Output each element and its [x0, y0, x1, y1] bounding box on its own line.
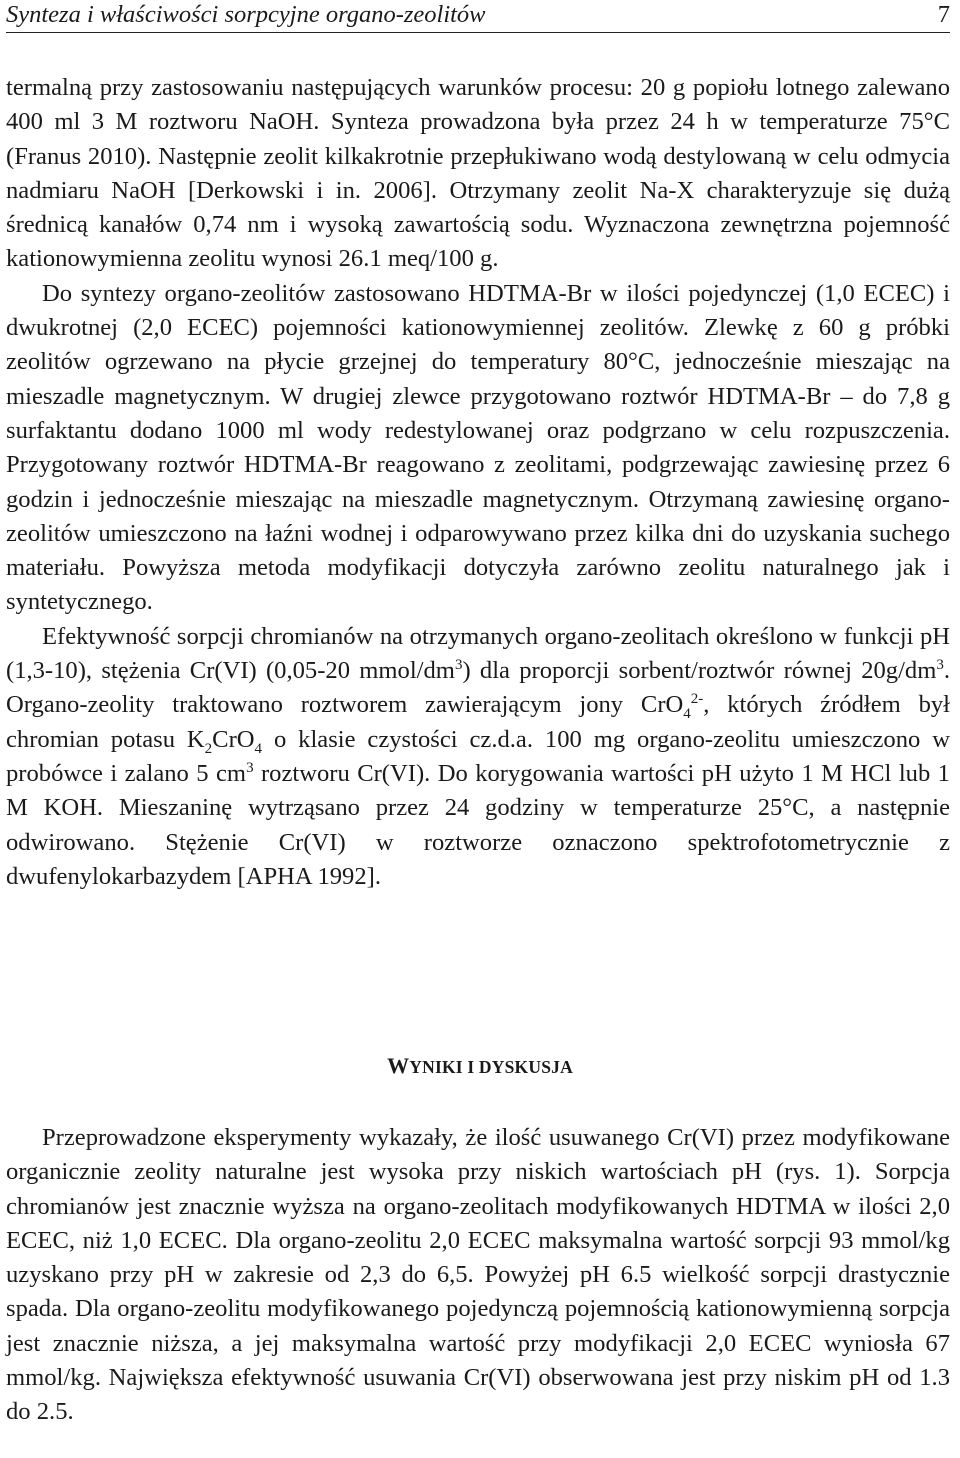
- paragraph-modification: [6, 277, 950, 620]
- superscript: 2-: [690, 691, 704, 708]
- paragraph-sorption-method: [6, 620, 950, 894]
- page-number: 7: [937, 1, 950, 28]
- text-run: . Organo-zeolity traktowano roztworem zawierającym jony CrO: [6, 657, 950, 719]
- text-run: , których źródłem był chromian potasu K: [6, 691, 950, 753]
- methods-text: [6, 71, 950, 894]
- superscript: 3: [936, 656, 944, 673]
- paragraph-synthesis: [6, 71, 950, 277]
- subscript: 4: [254, 740, 263, 757]
- text-run: roztworu Cr(VI). Do korygowania wartości pH użyto 1 M HCl lub 1 M KOH. Mieszaninę wytrząsano przez 24 godziny w temperaturze 25°C, a następnie odwirowano. Stężenie Cr(VI) w roztworze oznaczono spektrofotometrycznie z dwufenylokarbazydem [APHA 1992].: [6, 759, 950, 890]
- paragraph-text: Przeprowadzone eksperymenty wykazały, że ilość usuwanego Cr(VI) przez modyfikowane organicznie zeolity naturalne jest wysoka przy niskich wartościach pH (rys. 1). Sorpcja chromianów jest znacznie wyższa na organo-zeolitach modyfikowanych HDTMA w ilości 2,0 ECEC, niż 1,0 ECEC. Dla organo-zeolitu 2,0 ECEC maksymalna wartość sorpcji 93 mmol/kg uzyskano przy pH w zakresie od 2,3 do 6,5. Powyżej pH 6.5 wielkość sorpcji drastycznie spada. Dla organo-zeolitu modyfikowanego pojedynczą pojemnością kationowymienną sorpcja jest znacznie niższa, a jej maksymalna wartość przy modyfikacji 2,0 ECEC wyniosła 67 mmol/kg. Największa efektywność usuwania Cr(VI) obserwowana jest przy niskim pH od 1.3 do 2.5.: [6, 1124, 950, 1426]
- superscript: 3: [454, 656, 463, 673]
- text-run: o klasie czystości cz.d.a. 100 mg organo-zeolitu umieszczono w probówce i zalano 5 cm: [6, 725, 950, 787]
- paragraph-text: termalną przy zastosowaniu następujących warunków procesu: 20 g popiołu lotnego zalewano 400 ml 3 M roztworu NaOH. Synteza prowadzona była przez 24 h w temperaturze 75°C (Franus 2010). Następnie zeolit kilkakrotnie przepłukiwano wodą destylowaną w celu odmycia nadmiaru NaOH [Derkowski i in. 2006]. Otrzymany zeolit Na-X charakteryzuje się dużą średnicą kanałów 0,74 nm i wysoką zawartością sodu. Wyznaczona zewnętrzna pojemność kationowymienna zeolitu wynosi 26.1 meq/100 g.: [6, 74, 950, 273]
- text-run: Efektywność sorpcji chromianów na otrzymanych organo-zeolitach określono w funkcji pH (1,3-10), stężenia Cr(VI) (0,05-20 mmol/dm: [6, 622, 950, 685]
- subscript: 4: [683, 706, 691, 723]
- paragraph-results: [6, 1121, 950, 1430]
- section-heading: [0, 1053, 960, 1079]
- page-header: [6, 0, 950, 33]
- heading-initial: W: [387, 1053, 410, 1078]
- paragraph-text: Do syntezy organo-zeolitów zastosowano HDTMA-Br w ilości pojedynczej (1,0 ECEC) i dwukrotnej (2,0 ECEC) pojemności kationowymiennej zeolitów. Zlewkę z 60 g próbki zeolitów ogrzewano na płycie grzejnej do temperatury 80°C, jednocześnie mieszając na mieszadle magnetycznym. W drugiej zlewce przygotowano roztwór HDTMA-Br – do 7,8 g surfaktantu dodano 1000 ml wody redestylowanej oraz podgrzano w celu rozpuszczenia. Przygotowany roztwór HDTMA-Br reagowano z zeolitami, podgrzewając zawiesinę przez 6 godzin i jednocześnie mieszając na mieszadle magnetycznym. Otrzymaną zawiesinę organo-zeolitów umieszczono na łaźni wodnej i odparowywano przez kilka dni do uzyskania suchego materiału. Powyższa metoda modyfikacji dotyczyła zarówno zeolitu naturalnego jak i syntetycznego.: [6, 279, 950, 616]
- superscript: 3: [246, 759, 254, 776]
- heading-smallcaps: YNIKI I DYSKUSJA: [409, 1057, 573, 1077]
- subscript: 2: [204, 740, 213, 757]
- results-text: [6, 1121, 950, 1430]
- text-run: ) dla proporcji sorbent/roztwór równej 20g/dm: [462, 657, 937, 685]
- text-run: CrO: [212, 725, 255, 753]
- running-title: Synteza i właściwości sorpcyjne organo-zeolitów: [6, 1, 486, 28]
